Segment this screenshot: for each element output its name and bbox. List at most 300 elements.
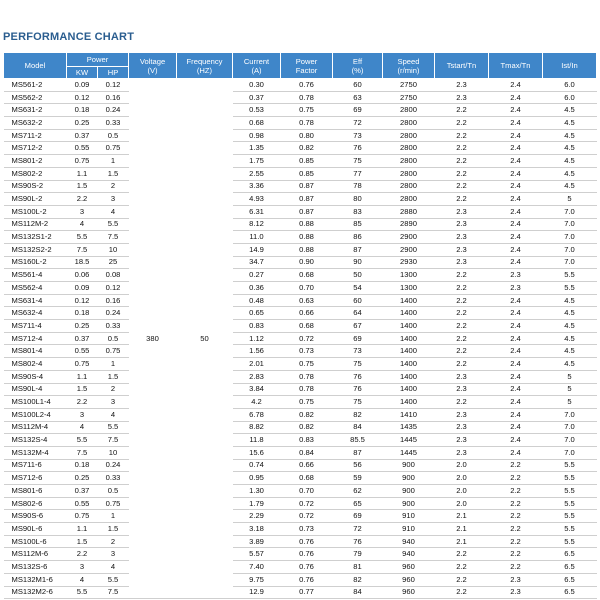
ist-cell: 7.0 bbox=[543, 231, 597, 244]
tmax-cell: 2.4 bbox=[489, 243, 543, 256]
speed-cell: 1400 bbox=[383, 358, 435, 371]
eff-cell: 69 bbox=[333, 332, 383, 345]
table-row bbox=[4, 434, 597, 447]
speed-cell: 2800 bbox=[383, 155, 435, 168]
table-row bbox=[4, 332, 597, 345]
current-cell: 0.37 bbox=[233, 91, 281, 104]
speed-cell: 2800 bbox=[383, 193, 435, 206]
table-row bbox=[4, 459, 597, 472]
power-factor-cell: 0.73 bbox=[281, 523, 333, 536]
ist-cell: 5.5 bbox=[543, 269, 597, 282]
table-row bbox=[4, 142, 597, 155]
tmax-cell: 2.4 bbox=[489, 167, 543, 180]
speed-cell: 1400 bbox=[383, 320, 435, 333]
speed-cell: 900 bbox=[383, 485, 435, 498]
hp-cell: 0.33 bbox=[98, 320, 129, 333]
tstart-cell: 2.2 bbox=[435, 294, 489, 307]
power-factor-cell: 0.84 bbox=[281, 446, 333, 459]
ist-cell: 6.5 bbox=[543, 586, 597, 599]
model-cell: MS712-2 bbox=[4, 142, 67, 155]
speed-cell: 2800 bbox=[383, 167, 435, 180]
current-cell: 14.9 bbox=[233, 243, 281, 256]
eff-cell: 82 bbox=[333, 408, 383, 421]
speed-cell: 1400 bbox=[383, 307, 435, 320]
eff-cell: 69 bbox=[333, 510, 383, 523]
hp-cell: 0.33 bbox=[98, 472, 129, 485]
eff-cell: 76 bbox=[333, 535, 383, 548]
model-cell: MS561-4 bbox=[4, 269, 67, 282]
tmax-cell: 2.4 bbox=[489, 345, 543, 358]
model-cell: MS90S-6 bbox=[4, 510, 67, 523]
power-factor-cell: 0.87 bbox=[281, 205, 333, 218]
table-row bbox=[4, 205, 597, 218]
model-cell: MS90S-4 bbox=[4, 370, 67, 383]
hp-cell: 10 bbox=[98, 243, 129, 256]
model-cell: MS562-4 bbox=[4, 282, 67, 295]
tmax-cell: 2.4 bbox=[489, 446, 543, 459]
model-cell: MS90L-6 bbox=[4, 523, 67, 536]
kw-cell: 1.5 bbox=[67, 383, 98, 396]
power-factor-cell: 0.76 bbox=[281, 79, 333, 92]
model-cell: MS631-4 bbox=[4, 294, 67, 307]
table-body bbox=[4, 79, 597, 599]
tstart-cell: 2.3 bbox=[435, 383, 489, 396]
speed-cell: 1410 bbox=[383, 408, 435, 421]
speed-cell: 1435 bbox=[383, 421, 435, 434]
power-factor-cell: 0.83 bbox=[281, 434, 333, 447]
eff-cell: 85 bbox=[333, 218, 383, 231]
kw-cell: 0.25 bbox=[67, 117, 98, 130]
table-row bbox=[4, 586, 597, 599]
ist-cell: 4.5 bbox=[543, 129, 597, 142]
hp-cell: 3 bbox=[98, 193, 129, 206]
tmax-cell: 2.4 bbox=[489, 117, 543, 130]
eff-cell: 73 bbox=[333, 345, 383, 358]
tstart-cell: 2.2 bbox=[435, 345, 489, 358]
tstart-cell: 2.0 bbox=[435, 459, 489, 472]
power-factor-cell: 0.66 bbox=[281, 459, 333, 472]
table-row bbox=[4, 485, 597, 498]
speed-cell: 1445 bbox=[383, 434, 435, 447]
current-cell: 3.36 bbox=[233, 180, 281, 193]
power-factor-cell: 0.76 bbox=[281, 535, 333, 548]
tmax-cell: 2.4 bbox=[489, 155, 543, 168]
eff-cell: 78 bbox=[333, 180, 383, 193]
eff-cell: 77 bbox=[333, 167, 383, 180]
power-factor-cell: 0.77 bbox=[281, 586, 333, 599]
current-cell: 1.56 bbox=[233, 345, 281, 358]
speed-cell: 2900 bbox=[383, 231, 435, 244]
ist-cell: 6.0 bbox=[543, 91, 597, 104]
power-factor-cell: 0.85 bbox=[281, 155, 333, 168]
tstart-cell: 2.3 bbox=[435, 205, 489, 218]
power-factor-cell: 0.90 bbox=[281, 256, 333, 269]
ist-cell: 7.0 bbox=[543, 421, 597, 434]
ist-cell: 5 bbox=[543, 396, 597, 409]
header-model: Model bbox=[4, 53, 67, 79]
eff-cell: 79 bbox=[333, 548, 383, 561]
header-voltage: Voltage (V) bbox=[129, 53, 177, 79]
tmax-cell: 2.4 bbox=[489, 408, 543, 421]
tmax-cell: 2.2 bbox=[489, 535, 543, 548]
table-row bbox=[4, 167, 597, 180]
kw-cell: 1.5 bbox=[67, 180, 98, 193]
ist-cell: 6.5 bbox=[543, 573, 597, 586]
ist-cell: 4.5 bbox=[543, 307, 597, 320]
tmax-cell: 2.4 bbox=[489, 320, 543, 333]
header-current: Current (A) bbox=[233, 53, 281, 79]
power-factor-cell: 0.78 bbox=[281, 91, 333, 104]
model-cell: MS100L-2 bbox=[4, 205, 67, 218]
table-row bbox=[4, 345, 597, 358]
current-cell: 1.30 bbox=[233, 485, 281, 498]
tmax-cell: 2.2 bbox=[489, 459, 543, 472]
ist-cell: 4.5 bbox=[543, 294, 597, 307]
power-factor-cell: 0.76 bbox=[281, 561, 333, 574]
eff-cell: 64 bbox=[333, 307, 383, 320]
table-row bbox=[4, 573, 597, 586]
kw-cell: 0.25 bbox=[67, 472, 98, 485]
speed-cell: 2890 bbox=[383, 218, 435, 231]
kw-cell: 0.06 bbox=[67, 269, 98, 282]
tmax-cell: 2.4 bbox=[489, 129, 543, 142]
header-row bbox=[4, 53, 597, 67]
speed-cell: 940 bbox=[383, 535, 435, 548]
ist-cell: 5.5 bbox=[543, 523, 597, 536]
performance-table bbox=[3, 52, 597, 599]
tstart-cell: 2.2 bbox=[435, 282, 489, 295]
table-row bbox=[4, 91, 597, 104]
hp-cell: 3 bbox=[98, 396, 129, 409]
table-row bbox=[4, 523, 597, 536]
eff-cell: 81 bbox=[333, 561, 383, 574]
power-factor-cell: 0.76 bbox=[281, 573, 333, 586]
model-cell: MS561-2 bbox=[4, 79, 67, 92]
power-factor-cell: 0.68 bbox=[281, 320, 333, 333]
hp-cell: 7.5 bbox=[98, 231, 129, 244]
power-factor-cell: 0.72 bbox=[281, 332, 333, 345]
table-row bbox=[4, 548, 597, 561]
current-cell: 1.35 bbox=[233, 142, 281, 155]
ist-cell: 4.5 bbox=[543, 104, 597, 117]
table-row bbox=[4, 497, 597, 510]
kw-cell: 0.12 bbox=[67, 91, 98, 104]
ist-cell: 5.5 bbox=[543, 282, 597, 295]
kw-cell: 0.55 bbox=[67, 345, 98, 358]
kw-cell: 7.5 bbox=[67, 446, 98, 459]
speed-cell: 900 bbox=[383, 472, 435, 485]
tstart-cell: 2.2 bbox=[435, 117, 489, 130]
kw-cell: 3 bbox=[67, 408, 98, 421]
tstart-cell: 2.3 bbox=[435, 231, 489, 244]
table-row bbox=[4, 446, 597, 459]
current-cell: 11.0 bbox=[233, 231, 281, 244]
current-cell: 0.30 bbox=[233, 79, 281, 92]
eff-cell: 87 bbox=[333, 446, 383, 459]
kw-cell: 1.1 bbox=[67, 523, 98, 536]
table-row bbox=[4, 396, 597, 409]
current-cell: 3.18 bbox=[233, 523, 281, 536]
current-cell: 0.83 bbox=[233, 320, 281, 333]
model-cell: MS112M-4 bbox=[4, 421, 67, 434]
table-row bbox=[4, 421, 597, 434]
ist-cell: 6.0 bbox=[543, 79, 597, 92]
tstart-cell: 2.1 bbox=[435, 510, 489, 523]
tstart-cell: 2.2 bbox=[435, 358, 489, 371]
table-row bbox=[4, 231, 597, 244]
ist-cell: 5.5 bbox=[543, 535, 597, 548]
kw-cell: 2.2 bbox=[67, 193, 98, 206]
hp-cell: 3 bbox=[98, 548, 129, 561]
speed-cell: 2930 bbox=[383, 256, 435, 269]
kw-cell: 0.18 bbox=[67, 459, 98, 472]
hp-cell: 1 bbox=[98, 510, 129, 523]
kw-cell: 0.09 bbox=[67, 282, 98, 295]
model-cell: MS802-2 bbox=[4, 167, 67, 180]
speed-cell: 910 bbox=[383, 523, 435, 536]
kw-cell: 1.5 bbox=[67, 535, 98, 548]
kw-cell: 18.5 bbox=[67, 256, 98, 269]
model-cell: MS712-6 bbox=[4, 472, 67, 485]
power-factor-cell: 0.88 bbox=[281, 243, 333, 256]
hp-cell: 4 bbox=[98, 408, 129, 421]
power-factor-cell: 0.78 bbox=[281, 383, 333, 396]
hp-cell: 5.5 bbox=[98, 421, 129, 434]
tstart-cell: 2.2 bbox=[435, 586, 489, 599]
tstart-cell: 2.2 bbox=[435, 129, 489, 142]
tmax-cell: 2.2 bbox=[489, 510, 543, 523]
table-row bbox=[4, 269, 597, 282]
current-cell: 1.79 bbox=[233, 497, 281, 510]
hp-cell: 0.75 bbox=[98, 497, 129, 510]
kw-cell: 0.12 bbox=[67, 294, 98, 307]
eff-cell: 84 bbox=[333, 421, 383, 434]
model-cell: MS801-6 bbox=[4, 485, 67, 498]
power-factor-cell: 0.75 bbox=[281, 396, 333, 409]
model-cell: MS711-6 bbox=[4, 459, 67, 472]
tmax-cell: 2.4 bbox=[489, 307, 543, 320]
ist-cell: 5.5 bbox=[543, 485, 597, 498]
tstart-cell: 2.3 bbox=[435, 243, 489, 256]
current-cell: 12.9 bbox=[233, 586, 281, 599]
table-row bbox=[4, 129, 597, 142]
speed-cell: 2750 bbox=[383, 79, 435, 92]
hp-cell: 4 bbox=[98, 205, 129, 218]
eff-cell: 75 bbox=[333, 358, 383, 371]
speed-cell: 960 bbox=[383, 561, 435, 574]
tmax-cell: 2.4 bbox=[489, 79, 543, 92]
power-factor-cell: 0.88 bbox=[281, 218, 333, 231]
speed-cell: 2900 bbox=[383, 243, 435, 256]
model-cell: MS711-4 bbox=[4, 320, 67, 333]
table-row bbox=[4, 180, 597, 193]
tstart-cell: 2.0 bbox=[435, 472, 489, 485]
eff-cell: 54 bbox=[333, 282, 383, 295]
tstart-cell: 2.1 bbox=[435, 523, 489, 536]
hp-cell: 0.5 bbox=[98, 129, 129, 142]
kw-cell: 5.5 bbox=[67, 231, 98, 244]
current-cell: 0.53 bbox=[233, 104, 281, 117]
tmax-cell: 2.4 bbox=[489, 396, 543, 409]
speed-cell: 960 bbox=[383, 586, 435, 599]
eff-cell: 76 bbox=[333, 383, 383, 396]
current-cell: 0.36 bbox=[233, 282, 281, 295]
eff-cell: 65 bbox=[333, 497, 383, 510]
eff-cell: 80 bbox=[333, 193, 383, 206]
header-ist: Ist/In bbox=[543, 53, 597, 79]
tstart-cell: 2.3 bbox=[435, 408, 489, 421]
eff-cell: 82 bbox=[333, 573, 383, 586]
current-cell: 6.31 bbox=[233, 205, 281, 218]
current-cell: 0.27 bbox=[233, 269, 281, 282]
speed-cell: 2800 bbox=[383, 104, 435, 117]
kw-cell: 7.5 bbox=[67, 243, 98, 256]
kw-cell: 0.75 bbox=[67, 155, 98, 168]
model-cell: MS90L-4 bbox=[4, 383, 67, 396]
ist-cell: 4.5 bbox=[543, 142, 597, 155]
power-factor-cell: 0.73 bbox=[281, 345, 333, 358]
current-cell: 34.7 bbox=[233, 256, 281, 269]
kw-cell: 3 bbox=[67, 561, 98, 574]
ist-cell: 5 bbox=[543, 193, 597, 206]
eff-cell: 90 bbox=[333, 256, 383, 269]
tmax-cell: 2.4 bbox=[489, 104, 543, 117]
power-factor-cell: 0.82 bbox=[281, 142, 333, 155]
model-cell: MS562-2 bbox=[4, 91, 67, 104]
ist-cell: 4.5 bbox=[543, 117, 597, 130]
kw-cell: 0.09 bbox=[67, 79, 98, 92]
tmax-cell: 2.4 bbox=[489, 91, 543, 104]
model-cell: MS132S2-2 bbox=[4, 243, 67, 256]
model-cell: MS132S-4 bbox=[4, 434, 67, 447]
power-factor-cell: 0.76 bbox=[281, 548, 333, 561]
page-title: PERFORMANCE CHART bbox=[3, 31, 135, 43]
kw-cell: 0.18 bbox=[67, 104, 98, 117]
eff-cell: 72 bbox=[333, 117, 383, 130]
model-cell: MS90L-2 bbox=[4, 193, 67, 206]
speed-cell: 1300 bbox=[383, 269, 435, 282]
power-factor-cell: 0.70 bbox=[281, 485, 333, 498]
tstart-cell: 2.2 bbox=[435, 155, 489, 168]
tmax-cell: 2.4 bbox=[489, 205, 543, 218]
tmax-cell: 2.3 bbox=[489, 573, 543, 586]
power-factor-cell: 0.70 bbox=[281, 282, 333, 295]
ist-cell: 7.0 bbox=[543, 256, 597, 269]
tmax-cell: 2.4 bbox=[489, 193, 543, 206]
tstart-cell: 2.2 bbox=[435, 332, 489, 345]
ist-cell: 6.5 bbox=[543, 548, 597, 561]
model-cell: MS100L2-4 bbox=[4, 408, 67, 421]
power-factor-cell: 0.82 bbox=[281, 408, 333, 421]
tstart-cell: 2.2 bbox=[435, 307, 489, 320]
power-factor-cell: 0.75 bbox=[281, 358, 333, 371]
model-cell: MS711-2 bbox=[4, 129, 67, 142]
tstart-cell: 2.2 bbox=[435, 573, 489, 586]
kw-cell: 0.75 bbox=[67, 358, 98, 371]
table-row bbox=[4, 218, 597, 231]
speed-cell: 1400 bbox=[383, 332, 435, 345]
ist-cell: 7.0 bbox=[543, 446, 597, 459]
speed-cell: 1400 bbox=[383, 294, 435, 307]
current-cell: 1.12 bbox=[233, 332, 281, 345]
speed-cell: 2750 bbox=[383, 91, 435, 104]
tmax-cell: 2.4 bbox=[489, 434, 543, 447]
model-cell: MS632-2 bbox=[4, 117, 67, 130]
hp-cell: 0.75 bbox=[98, 345, 129, 358]
current-cell: 6.78 bbox=[233, 408, 281, 421]
kw-cell: 4 bbox=[67, 218, 98, 231]
kw-cell: 0.37 bbox=[67, 129, 98, 142]
header-tstart: Tstart/Tn bbox=[435, 53, 489, 79]
current-cell: 2.29 bbox=[233, 510, 281, 523]
current-cell: 0.74 bbox=[233, 459, 281, 472]
current-cell: 3.84 bbox=[233, 383, 281, 396]
power-factor-cell: 0.85 bbox=[281, 167, 333, 180]
eff-cell: 60 bbox=[333, 79, 383, 92]
frequency-cell: 50 bbox=[177, 79, 233, 599]
ist-cell: 4.5 bbox=[543, 345, 597, 358]
tstart-cell: 2.0 bbox=[435, 485, 489, 498]
ist-cell: 7.0 bbox=[543, 205, 597, 218]
current-cell: 11.8 bbox=[233, 434, 281, 447]
power-factor-cell: 0.87 bbox=[281, 180, 333, 193]
kw-cell: 0.37 bbox=[67, 485, 98, 498]
hp-cell: 0.24 bbox=[98, 459, 129, 472]
table-row bbox=[4, 282, 597, 295]
current-cell: 2.83 bbox=[233, 370, 281, 383]
power-factor-cell: 0.80 bbox=[281, 129, 333, 142]
current-cell: 7.40 bbox=[233, 561, 281, 574]
model-cell: MS631-2 bbox=[4, 104, 67, 117]
table-row bbox=[4, 193, 597, 206]
eff-cell: 67 bbox=[333, 320, 383, 333]
model-cell: MS802-6 bbox=[4, 497, 67, 510]
tstart-cell: 2.3 bbox=[435, 256, 489, 269]
kw-cell: 4 bbox=[67, 573, 98, 586]
hp-cell: 0.16 bbox=[98, 294, 129, 307]
eff-cell: 75 bbox=[333, 396, 383, 409]
hp-cell: 1.5 bbox=[98, 370, 129, 383]
model-cell: MS112M-6 bbox=[4, 548, 67, 561]
table-row bbox=[4, 472, 597, 485]
tstart-cell: 2.2 bbox=[435, 320, 489, 333]
kw-cell: 0.37 bbox=[67, 332, 98, 345]
current-cell: 8.12 bbox=[233, 218, 281, 231]
eff-cell: 86 bbox=[333, 231, 383, 244]
tstart-cell: 2.2 bbox=[435, 561, 489, 574]
model-cell: MS801-2 bbox=[4, 155, 67, 168]
header-speed: Speed (r/min) bbox=[383, 53, 435, 79]
eff-cell: 63 bbox=[333, 91, 383, 104]
power-factor-cell: 0.82 bbox=[281, 421, 333, 434]
table-row bbox=[4, 117, 597, 130]
current-cell: 8.82 bbox=[233, 421, 281, 434]
tstart-cell: 2.2 bbox=[435, 167, 489, 180]
tstart-cell: 2.3 bbox=[435, 218, 489, 231]
ist-cell: 5.5 bbox=[543, 472, 597, 485]
power-factor-cell: 0.66 bbox=[281, 307, 333, 320]
header-hp: HP bbox=[98, 67, 129, 79]
ist-cell: 7.0 bbox=[543, 243, 597, 256]
eff-cell: 87 bbox=[333, 243, 383, 256]
model-cell: MS112M-2 bbox=[4, 218, 67, 231]
ist-cell: 7.0 bbox=[543, 218, 597, 231]
hp-cell: 0.16 bbox=[98, 91, 129, 104]
current-cell: 0.95 bbox=[233, 472, 281, 485]
speed-cell: 2800 bbox=[383, 180, 435, 193]
model-cell: MS132M1-6 bbox=[4, 573, 67, 586]
hp-cell: 4 bbox=[98, 561, 129, 574]
